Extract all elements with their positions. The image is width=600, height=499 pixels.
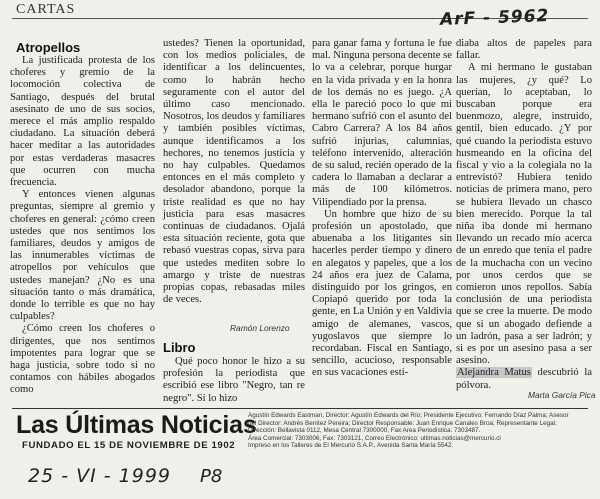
credits-line: del Director: Andrés Benítez Pereira; Director Responsable: Juan Enrique Canales Broa; Representante Legal. xyxy=(248,419,557,427)
paragraph: ustedes? Tienen la oportunidad, con los medios policiales, de identificar a los delincuentes, como lo habrán hecho seguramente con el autor del último caso mencionado. Nosotros, los deudos y familiares y también posibles víctimas, aunque identificamos a los hechores, no tenemos justicia y no hay culpables. Quedamos entonces en el más completo y desolador abandono, porque la triste realidad es que no hay justicia para esas masacres continuas de ciudadanos. Ojalá esta situación reciente, gota que rebasó vuestras copas, sirva para que ustedes mediten sobre lo amargo y triste de nuestras propias copas, rebasadas miles de veces. xyxy=(163,38,305,306)
closing-line xyxy=(456,367,592,391)
highlighted-name: Alejandra Matus xyxy=(457,367,531,379)
column-3 xyxy=(312,38,452,380)
paragraph: Un hombre que hizo de su profesión un apostolado, que abuenaba a los litigantes sin hacerles perder tiempo y dinero en alegatos y papeles, que a los 24 años era juez de Calama, distinguido por los gringos, en Copiapó querido por toda la gente, en La Unión y en Valdivia amigo de alemanes, vascos, yugoslavos que siempre lo recordaban. Fiscal en Santiago, sencillo, acucioso, responsable en sus vacaciones esti- xyxy=(312,208,452,379)
paragraph: para ganar fama y fortuna le fue mal. Ninguna persona decente se lo va a celebrar, porque hurgar en la vida privada y en la honra de los demás no es juego. ¿A ella le pareció poco lo que mi hermano sufrió con el asunto del Cabro Carrera? A los 84 años sufrió injurias, calumnias, teléfono intervenido, alteración de su salud, recién operado de la cadera lo llamaban a declarar a más de 100 kilómetros. Vilipendiado por la prensa. xyxy=(312,38,452,208)
credits-line: Dirección: Bellavista 0112, Mesa Central 7300000, Fax Area Periodística: 7303487. xyxy=(248,427,481,435)
signature-marta-garcia-pica: Marta García Pica xyxy=(528,390,596,400)
credits-line: Área Comercial: 7303006, Fax: 7303121, Correo Electrónico: ultimas.noticias@mercurio.cl xyxy=(248,434,501,442)
credits-line: Agustín Edwards Eastman, Director: Agustín Edwards del Río; Presidente Ejecutivo: Fernando Díaz Palma; Asesor xyxy=(248,412,569,419)
column-2 xyxy=(163,38,305,306)
paragraph: ¿Cómo creen los choferes o dirigentes, que nos sentimos impotentes para lograr que se haga justicia, sobre todo si no contamos con hábiles abogados como xyxy=(10,323,155,396)
letter-headline-libro: Libro xyxy=(163,340,196,355)
section-title: CARTAS xyxy=(16,2,76,17)
handwritten-page: P8 xyxy=(200,466,223,487)
paragraph: diaba altos de papeles para fallar. xyxy=(456,38,592,62)
closing-text: descubrió la pólvora. xyxy=(456,367,592,391)
paragraph: Qué poco honor le hizo a su profesión la periodista que escribió ese libro "Negro, tan re negro". Si lo hizo xyxy=(163,356,305,404)
footer-rule xyxy=(12,408,588,409)
credits-block xyxy=(248,412,592,450)
signature-ramon-lorenzo: Ramón Lorenzo xyxy=(230,323,290,333)
column-4 xyxy=(456,38,592,392)
credits-line: Impreso en los Talleres de El Mercurio S.A.P., Avenida Santa María 5542. xyxy=(248,442,454,450)
handwritten-reference: ArF - 5962 xyxy=(439,6,550,30)
masthead-title: Las Últimas Noticias xyxy=(16,411,257,439)
masthead-subtitle: FUNDADO EL 15 DE NOVIEMBRE DE 1902 xyxy=(22,440,236,451)
column-2-lower xyxy=(163,356,305,405)
handwritten-date: 25 - VI - 1999 xyxy=(28,465,172,487)
letter-headline-atropellos: Atropellos xyxy=(16,40,81,55)
paragraph: Y entonces vienen algunas preguntas, siempre al gremio y choferes en general: ¿cómo creen ustedes que nos sentimos los familiares, deudos y amigos de las innumerables víctimas de atropellos por vehículos que ustedes manejan? ¿No es una situación tanto o más dramática, donde lo terrible es que no hay culpables? xyxy=(10,189,155,323)
column-1 xyxy=(10,55,155,397)
paragraph: La justificada protesta de los choferes y gremio de la locomoción colectiva de Santiago, después del brutal asesinato de uno de sus socios, merece el más amplio respaldo ciudadano. La situación deberá hacer meditar a las autoridades por estas verdaderas masacres que ocurren con mucha frecuencia. xyxy=(10,55,155,189)
paragraph: A mi hermano le gustaban las mujeres, ¿y qué? Lo querían, lo aceptaban, lo buscaban porque era buenmozo, alegre, instruido, gentil, bien educado. ¿Y por qué cuando la periodista estuvo husmeando en la oficina del fiscal y vio a la colegiala no la entrevistó? Hubiera tenido noticias de primera mano, pero se hubiera llevado un chasco bien merecido. Porque la tal niña iba donde mi hermano llevando un recado mío acerca de un enredo que tenía el padre de la muchacha con un vecino por unos cerdos que se comieron unos repollos. Sabía conclusión de una periodista que se cree la muerte. De modo que si un abogado defiende a un ladrón, pasa a ser ladrón; y si es por un asesino pasa a ser asesino. xyxy=(456,62,592,367)
